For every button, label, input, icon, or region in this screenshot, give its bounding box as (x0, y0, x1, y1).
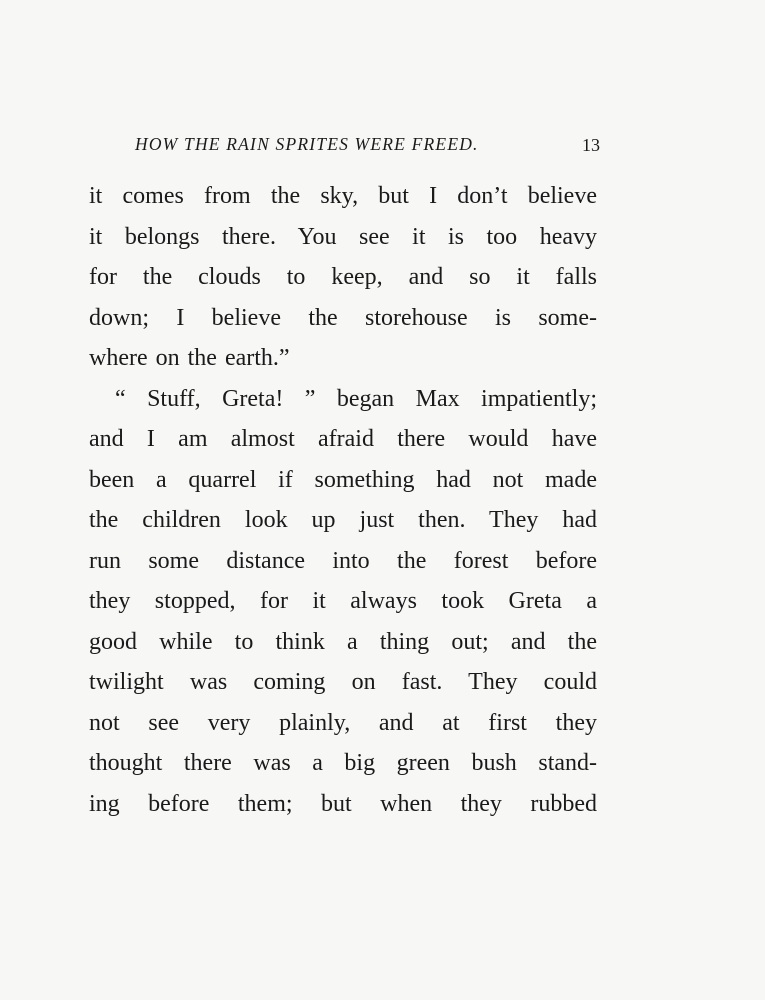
running-title: HOW THE RAIN SPRITES WERE FREED. (135, 134, 479, 154)
running-header (135, 134, 600, 158)
body-text (89, 176, 597, 824)
text-line: it comes from the sky, but I don’t believe (89, 183, 597, 209)
text-line: “ Stuff, Greta! ” began Max impatiently; (115, 385, 597, 412)
text-line: the children look up just then. They had (89, 507, 597, 533)
text-line: thought there was a big green bush stand- (89, 750, 597, 776)
text-line: twilight was coming on fast. They could (89, 669, 597, 695)
text-line: it belongs there. You see it is too heavy (89, 223, 597, 250)
text-line: good while to think a thing out; and the (89, 628, 597, 655)
text-line: and I am almost afraid there would have (89, 426, 597, 452)
text-line: not see very plainly, and at first they (89, 709, 597, 736)
page-number: 13 (582, 135, 600, 155)
text-line: run some distance into the forest before (89, 547, 597, 574)
text-line: been a quarrel if something had not made (89, 466, 597, 493)
text-line: for the clouds to keep, and so it falls (89, 264, 597, 290)
text-line: down; I believe the storehouse is some- (89, 304, 597, 331)
text-line: where on the earth.” (89, 345, 290, 371)
text-line: ing before them; but when they rubbed (89, 790, 597, 817)
text-line: they stopped, for it always took Greta a (89, 588, 597, 614)
